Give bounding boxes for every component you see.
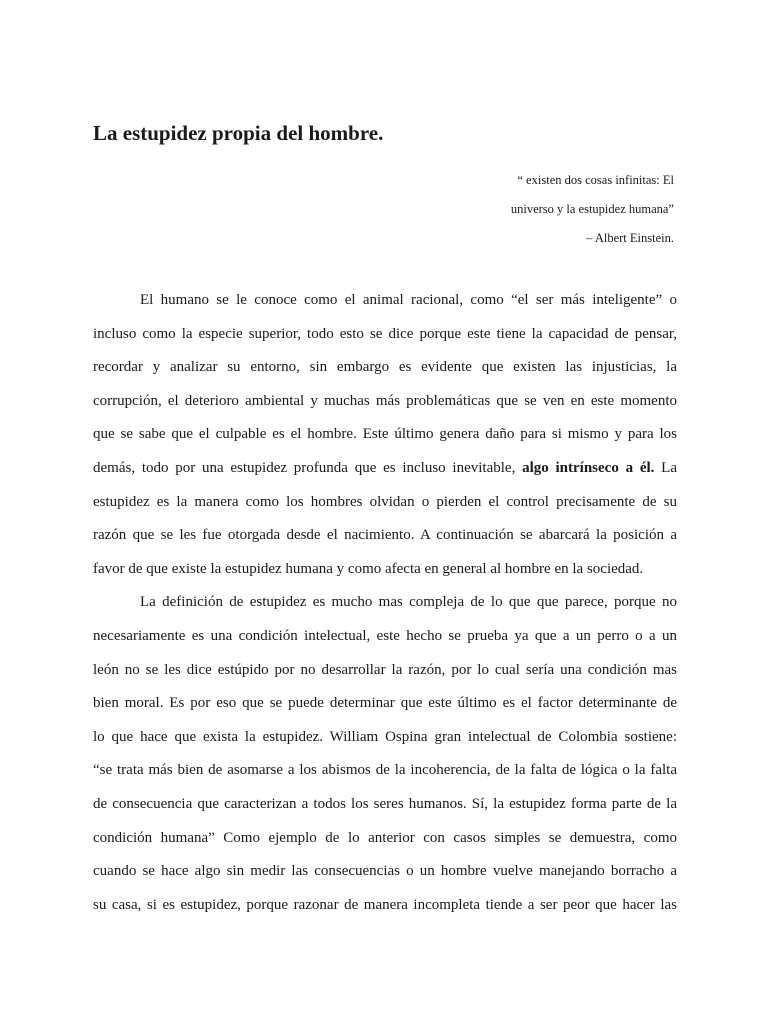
paragraph-line: La definición de estupidez es mucho mas compleja de lo que que parece, porque no [140,594,677,611]
paragraph-line: incluso como la especie superior, todo esto se dice porque este tiene la capacidad de pensar, [93,325,677,342]
paragraph-line: estupidez es la manera como los hombres olvidan o pierden el control precisamente de su [93,493,677,510]
epigraph-attribution: – Albert Einstein. [586,231,674,245]
paragraph-line: lo que hace que exista la estupidez. William Ospina gran intelectual de Colombia sostiene: [93,728,677,745]
paragraph-line: que se sabe que el culpable es el hombre. Este último genera daño para si mismo y para los [93,426,677,443]
paragraph-line: condición humana” Como ejemplo de lo anterior con casos simples se demuestra, como [93,829,677,846]
epigraph-quote [511,166,674,253]
paragraph-line: favor de que existe la estupidez humana y como afecta en general al hombre en la sociedad. [93,560,644,577]
document-body [93,284,677,922]
paragraph-line [93,452,677,486]
paragraph-line: corrupción, el deterioro ambiental y muchas más problemáticas que se ven en este momento [93,392,677,409]
paragraph-line: su casa, si es estupidez, porque razonar de manera incompleta tiende a ser peor que hacer las [93,896,677,913]
paragraph-text: demás, todo por una estupidez profunda que es incluso inevitable, [93,459,523,476]
epigraph-line: universo y la estupidez humana” [510,202,674,216]
paragraph-line: “se trata más bien de asomarse a los abismos de la incoherencia, de la falta de lógica o la falta [93,762,677,779]
paragraph-line: de consecuencia que caracterizan a todos los seres humanos. Sí, la estupidez forma parte de la [93,795,677,812]
paragraph-line: recordar y analizar su entorno, sin embargo es evidente que existen las injusticias, la [93,359,677,376]
document-title: La estupidez propia del hombre. [93,121,384,145]
paragraph-line: necesariamente es una condición intelectual, este hecho se prueba ya que a un perro o a un [93,627,677,644]
paragraph-line: razón que se les fue otorgada desde el nacimiento. A continuación se abarcará la posición a [93,527,677,544]
paragraph-line: bien moral. Es por eso que se puede determinar que este último es el factor determinante de [93,695,677,712]
paragraph-line: león no se les dice estúpido por no desarrollar la razón, por lo cual sería una condición mas [93,661,677,678]
paragraph-line: El humano se le conoce como el animal racional, como “el ser más inteligente” o [140,292,677,308]
bold-emphasis: algo intrínseco a él. [522,459,655,476]
epigraph-line: “ existen dos cosas infinitas: El [517,173,674,187]
paragraph-text: La [654,459,677,476]
paragraph-line: cuando se hace algo sin medir las consecuencias o un hombre vuelve manejando borracho a [93,863,677,880]
